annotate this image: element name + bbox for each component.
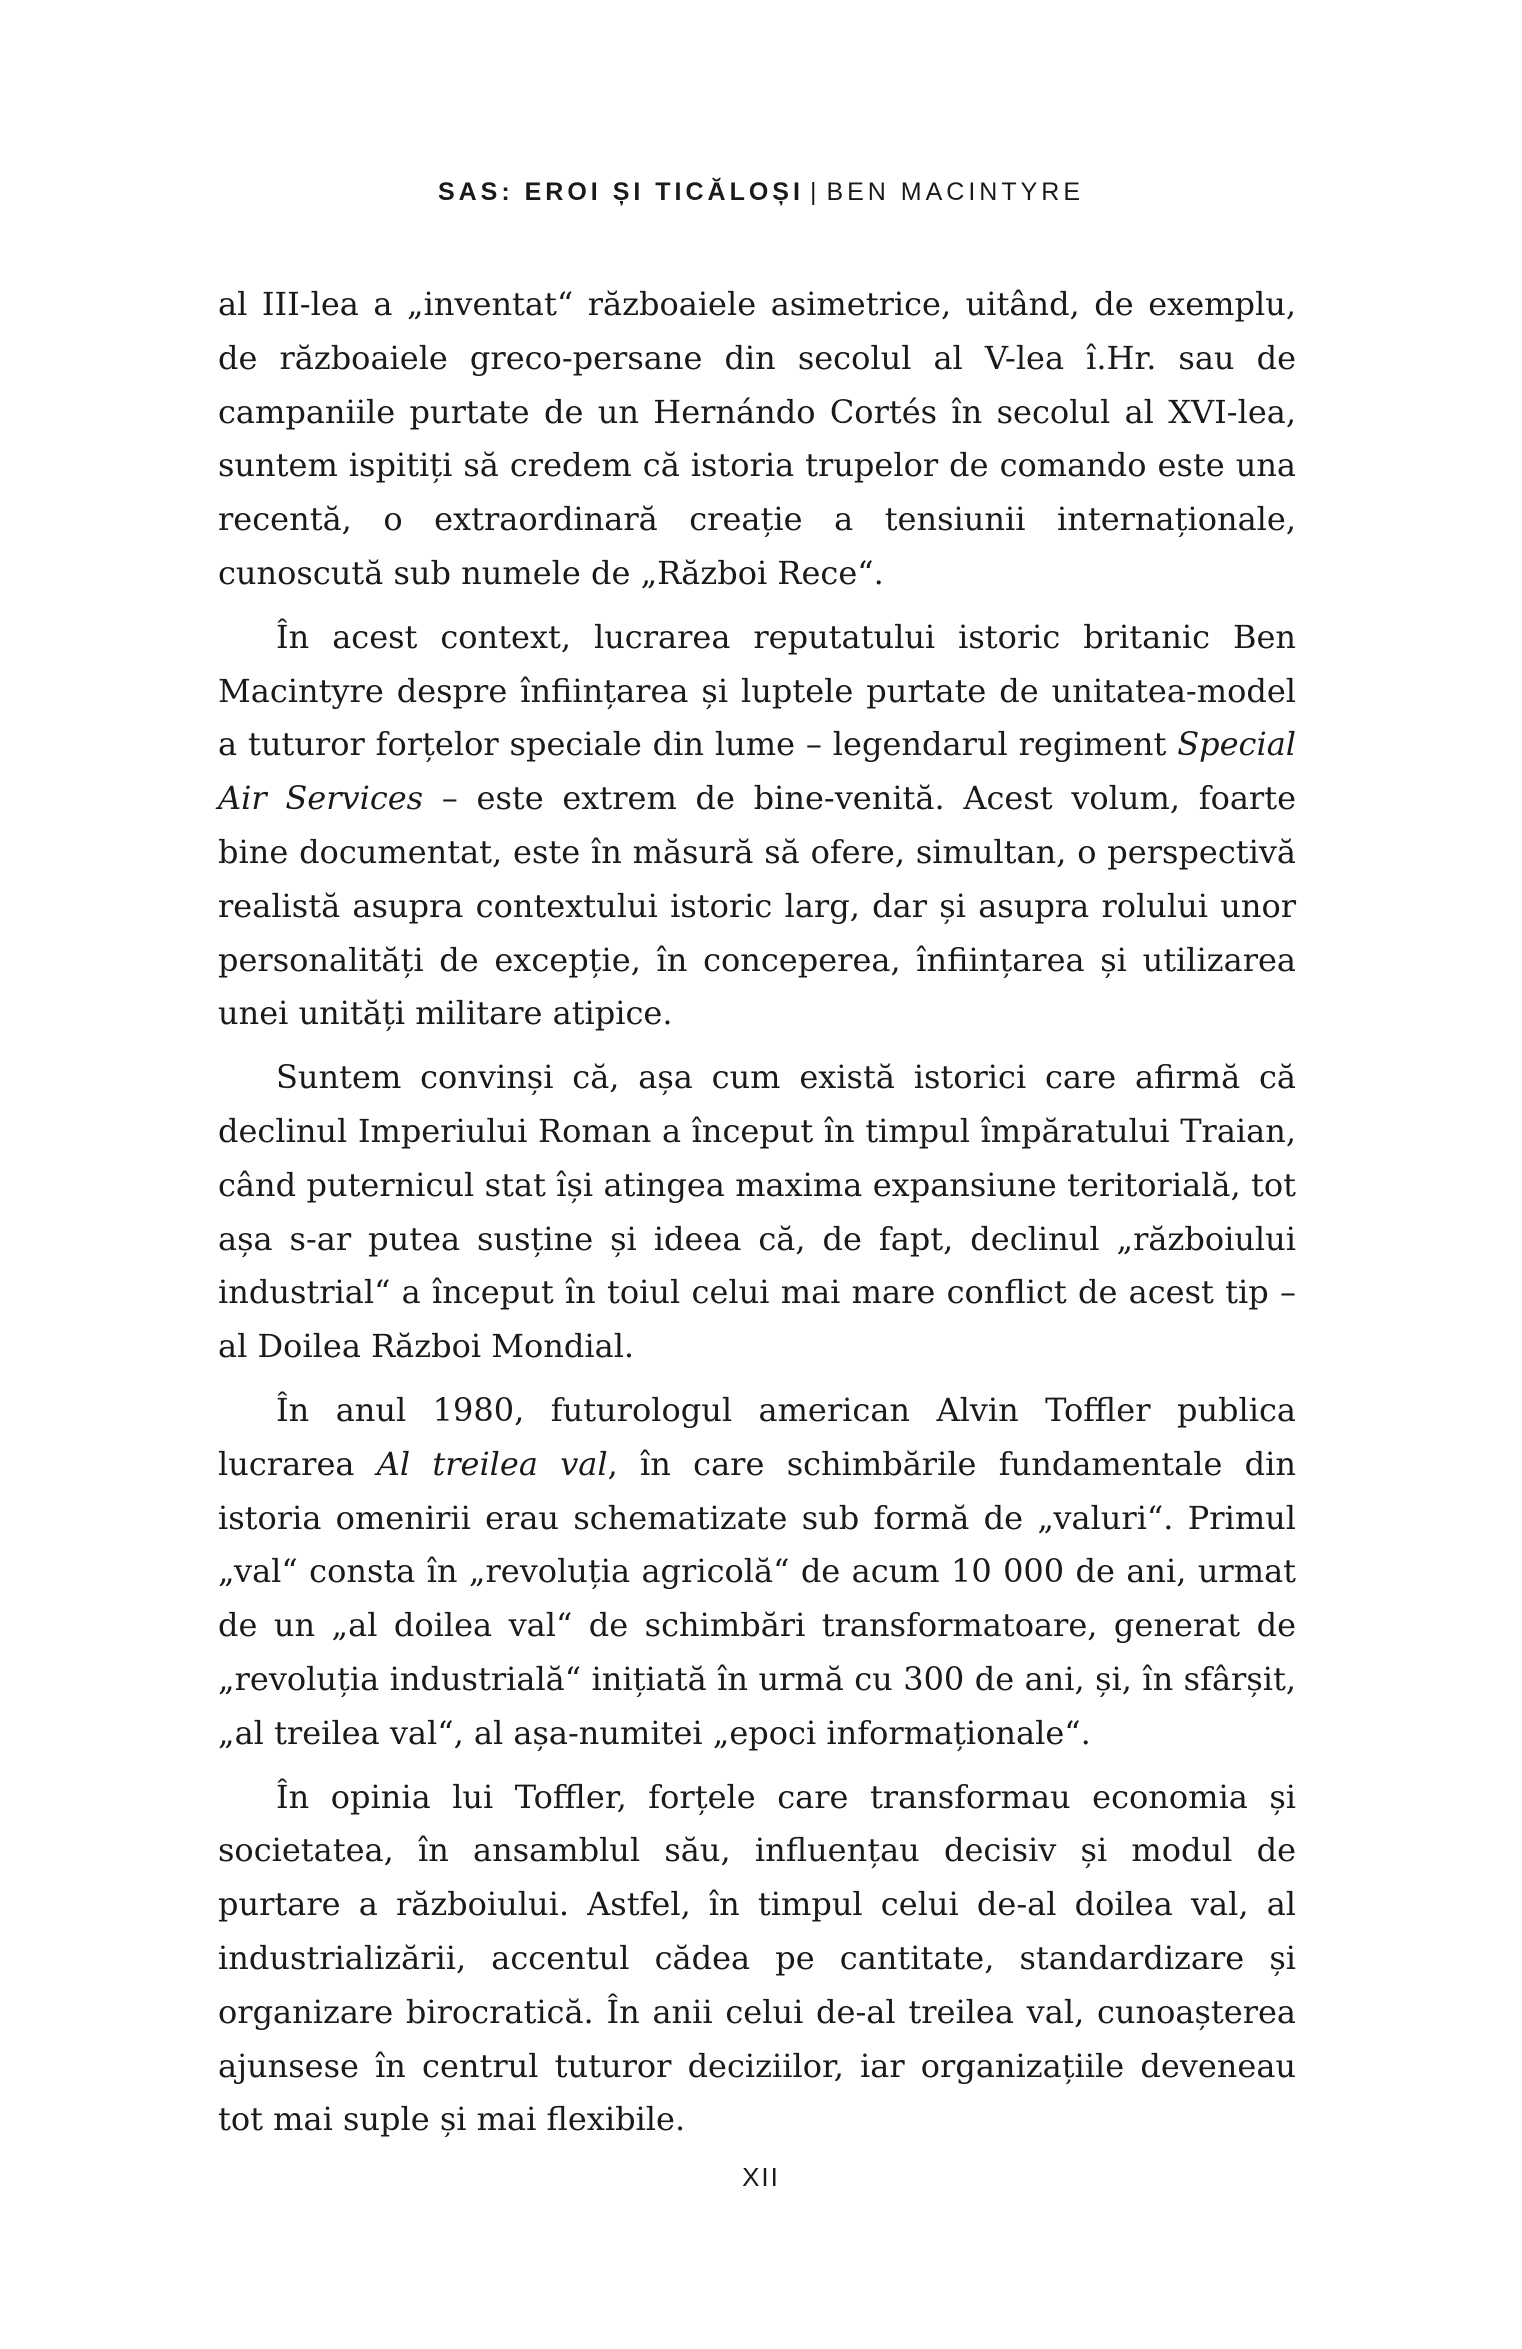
header-separator: |	[809, 178, 821, 206]
book-title: SAS: EROI ȘI TICĂLOȘI	[437, 178, 804, 206]
paragraph-2	[218, 611, 1296, 1041]
paragraph-4	[218, 1384, 1296, 1761]
body-text	[218, 278, 1296, 2157]
paragraph-4-text-end: , în care schimbările fundamentale din istoria omenirii erau schematizate sub formă de „valuri“. Primul „val“ consta în „revoluția agricolă“ de acum 10 000 de ani, urmat de un „al doilea val“ de schimbări transformatoare, generat de „revoluția industrială“ inițiată în urmă cu 300 de ani, și, în sfârșit, „al treilea val“, al așa-numitei „epoci informaționale“.	[218, 1444, 1297, 1752]
paragraph-4-text-start: În anul 1980, futurologul american Alvin Toffler publica lucrarea	[218, 1390, 1296, 1483]
page-number: XII	[742, 2162, 780, 2192]
paragraph-5-text: În opinia lui Toffler, forțele care transformau economia și societatea, în ansamblul său, influențau decisiv și modul de purtare a războiului. Astfel, în timpul celui de-al doilea val, al industrializării, accentul cădea pe cantitate, standardizare și organizare birocratică. În anii celui de-al treilea val, cunoașterea ajunsese în centrul tuturor deciziilor, iar organizațiile deveneau tot mai suple și mai flexibile.	[218, 1777, 1296, 2139]
paragraph-1	[218, 278, 1296, 601]
paragraph-2-italic-title: Special Air Services	[218, 725, 1296, 818]
paragraph-2-text-end: – este extrem de bine-venită. Acest volum, foarte bine documentat, este în măsură să ofere, simultan, o perspectivă realistă asupra contextului istoric larg, dar și asupra rolului unor personalități de excepție, în conceperea, înființarea și utilizarea unei unități militare atipice.	[218, 779, 1296, 1033]
paragraph-2-text-start: În acest context, lucrarea reputatului istoric britanic Ben Macintyre despre înființarea și luptele purtate de unitatea-model a tuturor forțelor speciale din lume – legendarul regiment	[218, 617, 1296, 764]
paragraph-3-text: Suntem convinși că, așa cum există istorici care afirmă că declinul Imperiului Roman a început în timpul împăratului Traian, când puternicul stat își atingea maxima expansiune teritorială, tot așa s-ar putea susține și ideea că, de fapt, declinul „războiului industrial“ a început în toiul celui mai mare conflict de acest tip – al Doilea Război Mondial.	[218, 1058, 1296, 1366]
paragraph-4-italic-title: Al treilea val	[376, 1444, 608, 1483]
paragraph-5	[218, 1771, 1296, 2148]
paragraph-1-text: al III-lea a „inventat“ războaiele asimetrice, uitând, de exemplu, de războaiele greco-persane din secolul al V-lea î.Hr. sau de campaniile purtate de un Hernándo Cortés în secolul al XVI-lea, suntem ispitiți să credem că istoria trupelor de comando este una recentă, o extraordinară creație a tensiunii internaționale, cunoscută sub numele de „Război Rece“.	[218, 285, 1296, 592]
paragraph-3	[218, 1051, 1296, 1374]
book-author: BEN MACINTYRE	[826, 178, 1085, 206]
running-header	[0, 178, 1522, 207]
